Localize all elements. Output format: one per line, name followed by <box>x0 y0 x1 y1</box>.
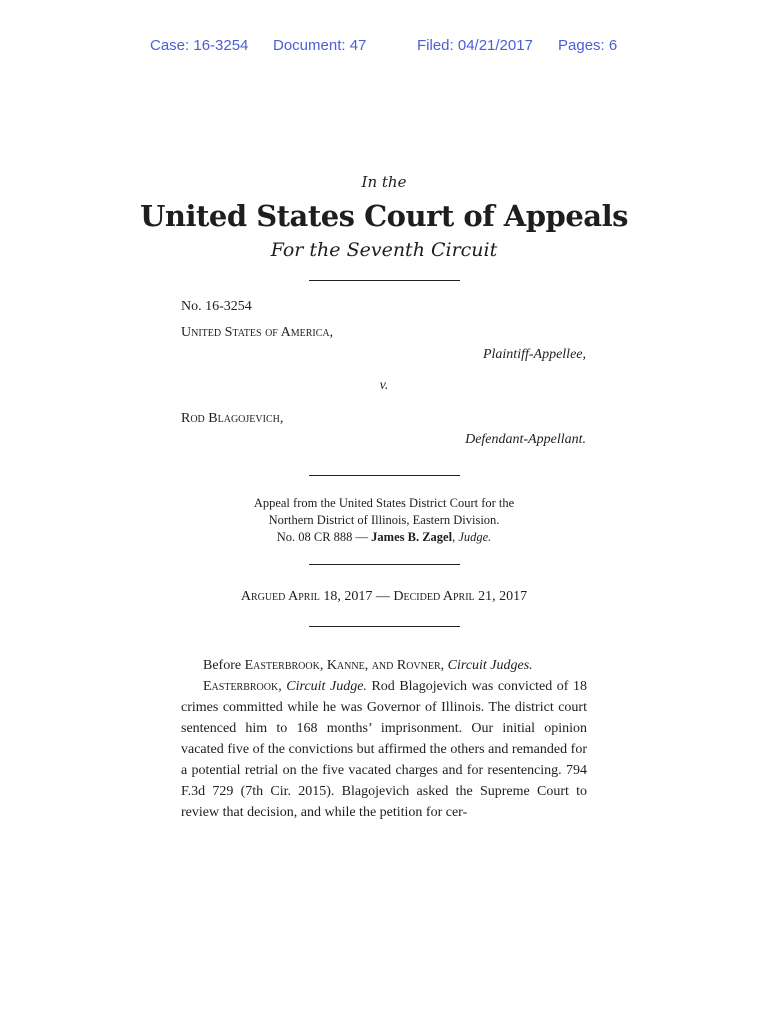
panel-title: Circuit Judges. <box>447 658 533 673</box>
argued-decided-dates: Argued April 18, 2017 — Decided April 21, 2017 <box>240 589 528 604</box>
divider-rule <box>309 280 460 281</box>
caption-in-the: In the <box>361 173 407 191</box>
divider-rule <box>309 475 460 476</box>
plaintiff-name: United States of America, <box>181 325 334 340</box>
appeal-line-2: Northern District of Illinois, Eastern Division. <box>268 513 500 527</box>
plaintiff-role: Plaintiff-Appellee, <box>482 347 586 362</box>
case-number: No. 16-3254 <box>181 299 252 314</box>
appeal-line-1: Appeal from the United States District Court for the <box>253 496 515 510</box>
divider-rule <box>309 564 460 565</box>
case-number-header: Case: 16-3254 <box>150 37 249 54</box>
circuit-name: For the Seventh Circuit <box>270 239 498 261</box>
court-name: United States Court of Appeals <box>140 199 628 233</box>
district-judge-name: James B. Zagel <box>371 530 453 544</box>
opinion-text: Rod Blagojevich was convicted of 18 crimes committed while he was Governor of Illinois. The district court sentenced him to 168 months’ imprisonment. Our initial opinion vacated five of the convictions but affirmed the others and remanded for a potential retrial on the five vacated charges and for resentencing. 794 F.3d 729 (7th Cir. 2015). Blagojevich asked the Supreme Court to review that decision, and while the petition for cer- <box>181 679 588 820</box>
versus: v. <box>379 378 389 393</box>
opinion-author-title: Circuit Judge. <box>286 679 367 694</box>
panel-line: Before Easterbrook, Kanne, and Rovner, Circuit Judges. <box>203 658 533 673</box>
document-number-header: Document: 47 <box>273 37 367 54</box>
filed-date-header: Filed: 04/21/2017 <box>417 37 533 54</box>
defendant-name: Rod Blagojevich, <box>181 411 284 426</box>
panel-judges: Easterbrook, Kanne, and Rovner, <box>244 658 445 673</box>
opinion-author: Easterbrook, <box>203 679 282 694</box>
divider-rule <box>309 626 460 627</box>
district-judge-title: Judge. <box>458 530 492 544</box>
appeal-line-3: No. 08 CR 888 — James B. Zagel, Judge. <box>276 530 492 544</box>
lower-court-number: No. 08 CR 888 — <box>276 530 369 544</box>
filing-header <box>0 37 768 57</box>
opinion-body <box>181 655 587 823</box>
defendant-role: Defendant-Appellant. <box>465 432 586 447</box>
page-count-header: Pages: 6 <box>558 37 618 54</box>
opinion-paragraph <box>181 676 587 823</box>
